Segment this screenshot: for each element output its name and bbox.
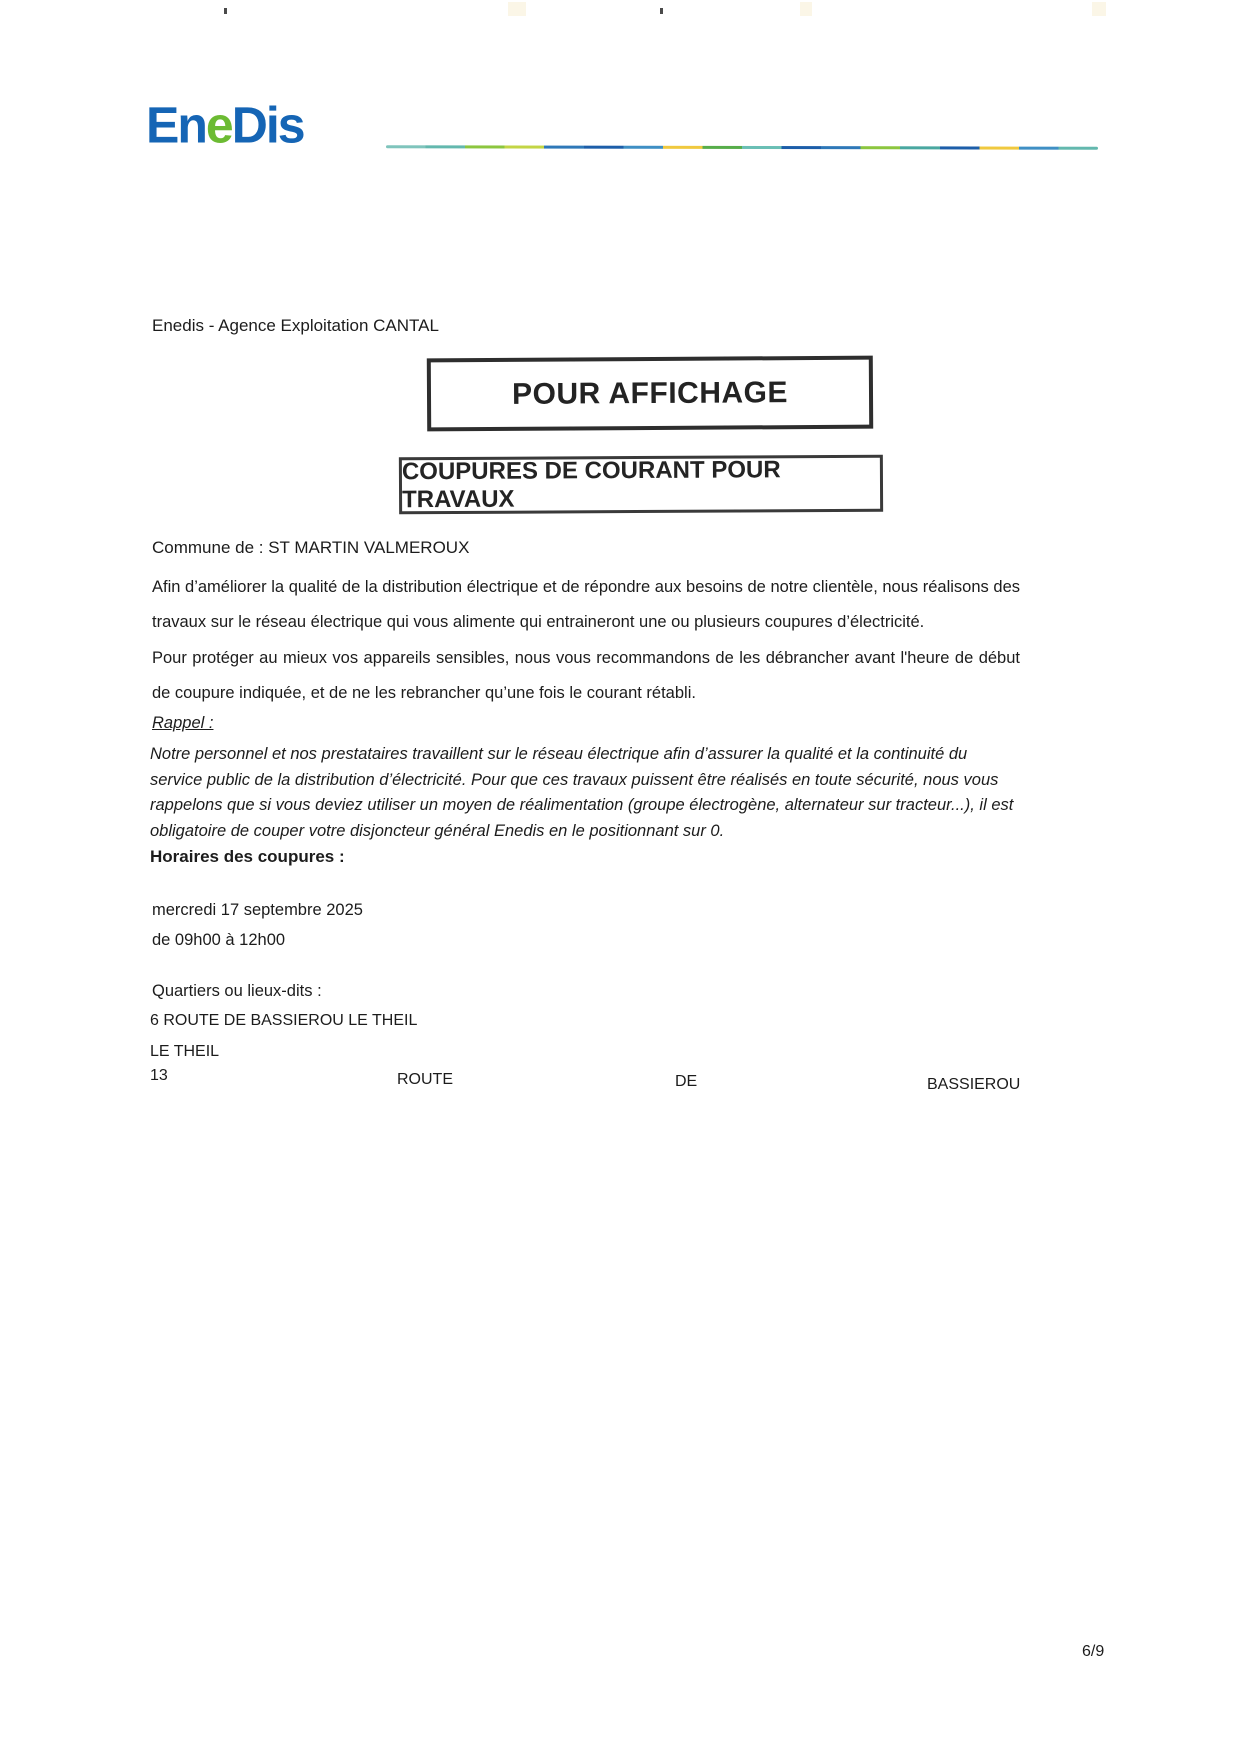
horaires-time: de 09h00 à 12h00 — [152, 931, 286, 949]
paragraph-intro: Afin d’améliorer la qualité de la distribution électrique et de répondre aux besoins de notre clientèle, nous réalisons des travaux sur le réseau électrique qui vous alimente qui entraineront une ou plusieurs coupures d’électricité. — [152, 578, 1020, 631]
agency-line: Enedis - Agence Exploitation CANTAL — [152, 316, 439, 335]
banner-pour-affichage — [427, 356, 873, 432]
quartier-item: LE THEIL — [150, 1043, 220, 1060]
scan-artifact — [800, 2, 812, 16]
scan-artifact — [1092, 2, 1106, 16]
banner-coupures-travaux-label: COUPURES DE COURANT POUR TRAVAUX — [401, 455, 781, 513]
scan-artifact — [224, 8, 227, 14]
paragraph-advice: Pour protéger au mieux vos appareils sensibles, nous vous recommandons de les débrancher avant l'heure de début de coupure indiquée, et de ne les rebrancher qu’une fois le courant rétabli. — [152, 649, 1020, 702]
spread-word-route: ROUTE — [397, 1071, 453, 1088]
spread-word-number: 13 — [150, 1067, 168, 1084]
rappel-title: Rappel : — [152, 714, 214, 732]
quartiers-title: Quartiers ou lieux-dits : — [152, 982, 322, 1000]
horaires-date: mercredi 17 septembre 2025 — [152, 901, 363, 919]
rappel-body: Notre personnel et nos prestataires travaillent sur le réseau électrique afin d’assurer la qualité et la continuité du service public de la distribution d’électricité. Pour que ces travaux puissent être réalisés en toute sécurité, nous vous rappelons que si vous deviez utiliser un moyen de réalimentation (groupe électrogène, alternateur sur tracteur...), il est obligatoire de couper votre disjoncteur général Enedis en le positionnant sur 0. — [150, 745, 1014, 840]
logo-part-en: En — [146, 96, 206, 154]
banner-coupures-travaux — [399, 455, 883, 515]
enedis-logo — [146, 95, 304, 154]
quartier-item: 6 ROUTE DE BASSIEROU LE THEIL — [150, 1012, 418, 1029]
spread-word-bassierou: BASSIEROU — [927, 1076, 1021, 1093]
horaires-title: Horaires des coupures : — [150, 847, 345, 866]
banner-pour-affichage-label: POUR AFFICHAGE — [511, 375, 789, 411]
header-multicolor-rule — [386, 145, 1098, 149]
scan-artifact — [660, 8, 663, 14]
spread-word-de: DE — [675, 1073, 698, 1090]
scan-artifact — [508, 2, 526, 16]
logo-part-e: e — [205, 96, 232, 154]
page-number: 6/9 — [1082, 1643, 1105, 1660]
commune-line: Commune de : ST MARTIN VALMEROUX — [152, 538, 470, 557]
logo-part-dis: Dis — [231, 96, 304, 154]
